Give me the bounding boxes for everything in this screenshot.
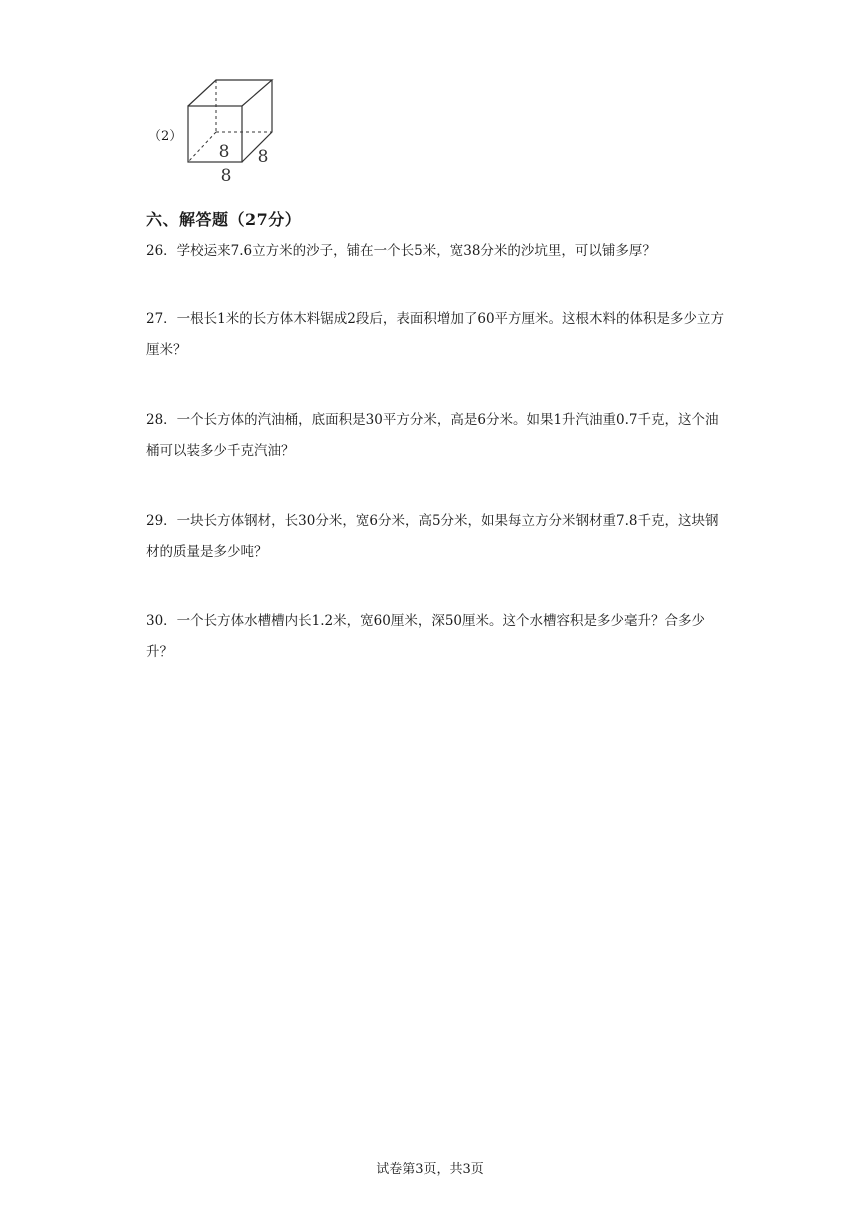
cube-front-face [188,106,242,162]
cube-figure [182,74,282,184]
figure-label: （2） [148,129,183,144]
question-29: 29．一块长方体钢材，长30分米，宽6分米，高5分米，如果每立方分米钢材重7.8千克，这块钢材的质量是多少吨？ [146,513,719,560]
question-28: 28．一个长方体的汽油桶，底面积是30平方分米，高是6分米。如果1升汽油重0.7千克，这个油桶可以装多少千克汽油？ [146,412,719,459]
question-30: 30．一个长方体水槽槽内长1.2米，宽60厘米，深50厘米。这个水槽容积是多少毫升？合多少升？ [146,613,706,660]
question-26: 26．学校运来7.6立方米的沙子，铺在一个长5米，宽38分米的沙坑里，可以铺多厚？ [146,243,656,259]
cube-dim-depth: 8 [257,147,269,167]
question-27: 27．一根长1米的长方体木料锯成2段后，表面积增加了60平方厘米。这根木料的体积是多少立方厘米？ [146,311,725,358]
cube-hidden-diagonal [188,132,216,162]
section-title: 六、解答题（27分） [146,210,302,229]
cube-top-edges [188,80,272,106]
cube-dim-height: 8 [218,142,230,162]
cube-dim-length: 8 [220,166,232,184]
page-footer: 试卷第3页，共3页 [376,1162,484,1177]
